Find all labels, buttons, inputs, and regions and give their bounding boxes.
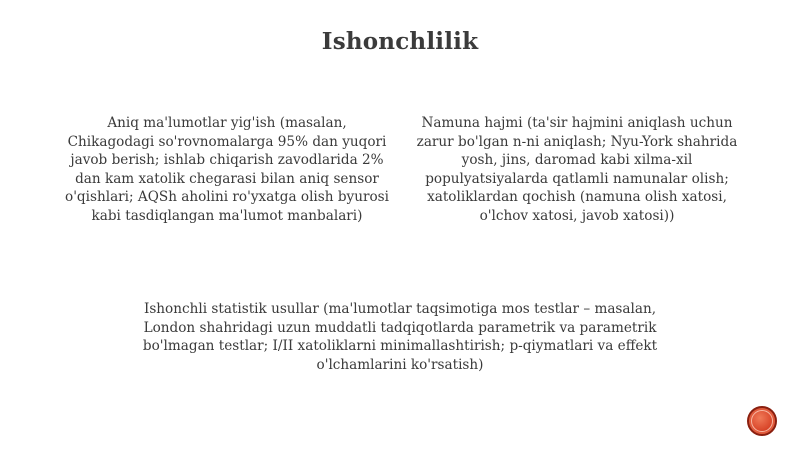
slide-title: Ishonchlilik: [321, 28, 479, 55]
text-block-data-collection: Aniq ma'lumotlar yig'ish (masalan, Chikagodagi so'rovnomalarga 95% dan yuqori javob berish; ishlab chiqarish zavodlarida 2% dan kam xatolik chegarasi bilan aniq sensor o'qishlari; AQSh aholini ro'yxatga olish byurosi kabi tasdiqlangan ma'lumot manbalari): [65, 115, 389, 224]
text-block-statistical-methods: Ishonchli statistik usullar (ma'lumotlar taqsimotiga mos testlar – masalan, London shahridagi uzun muddatli tadqiqotlarda parametrik va parametrik bo'lmagan testlar; I/II xatoliklarni minimallashtirish; p-qiymatlari va effekt o'lchamlarini ko'rsatish): [142, 301, 658, 373]
circle-nav-icon: [751, 410, 773, 432]
text-block-sample-size: Namuna hajmi (ta'sir hajmini aniqlash uchun zarur bo'lgan n-ni aniqlash; Nyu-York shahrida yosh, jins, daromad kabi xilma-xil populyatsiyalarda qatlamli namunalar olish; xatoliklardan qochish (namuna olish xatosi, o'lchov xatosi, javob xatosi)): [416, 115, 738, 224]
slide-nav-button[interactable]: [747, 406, 777, 436]
